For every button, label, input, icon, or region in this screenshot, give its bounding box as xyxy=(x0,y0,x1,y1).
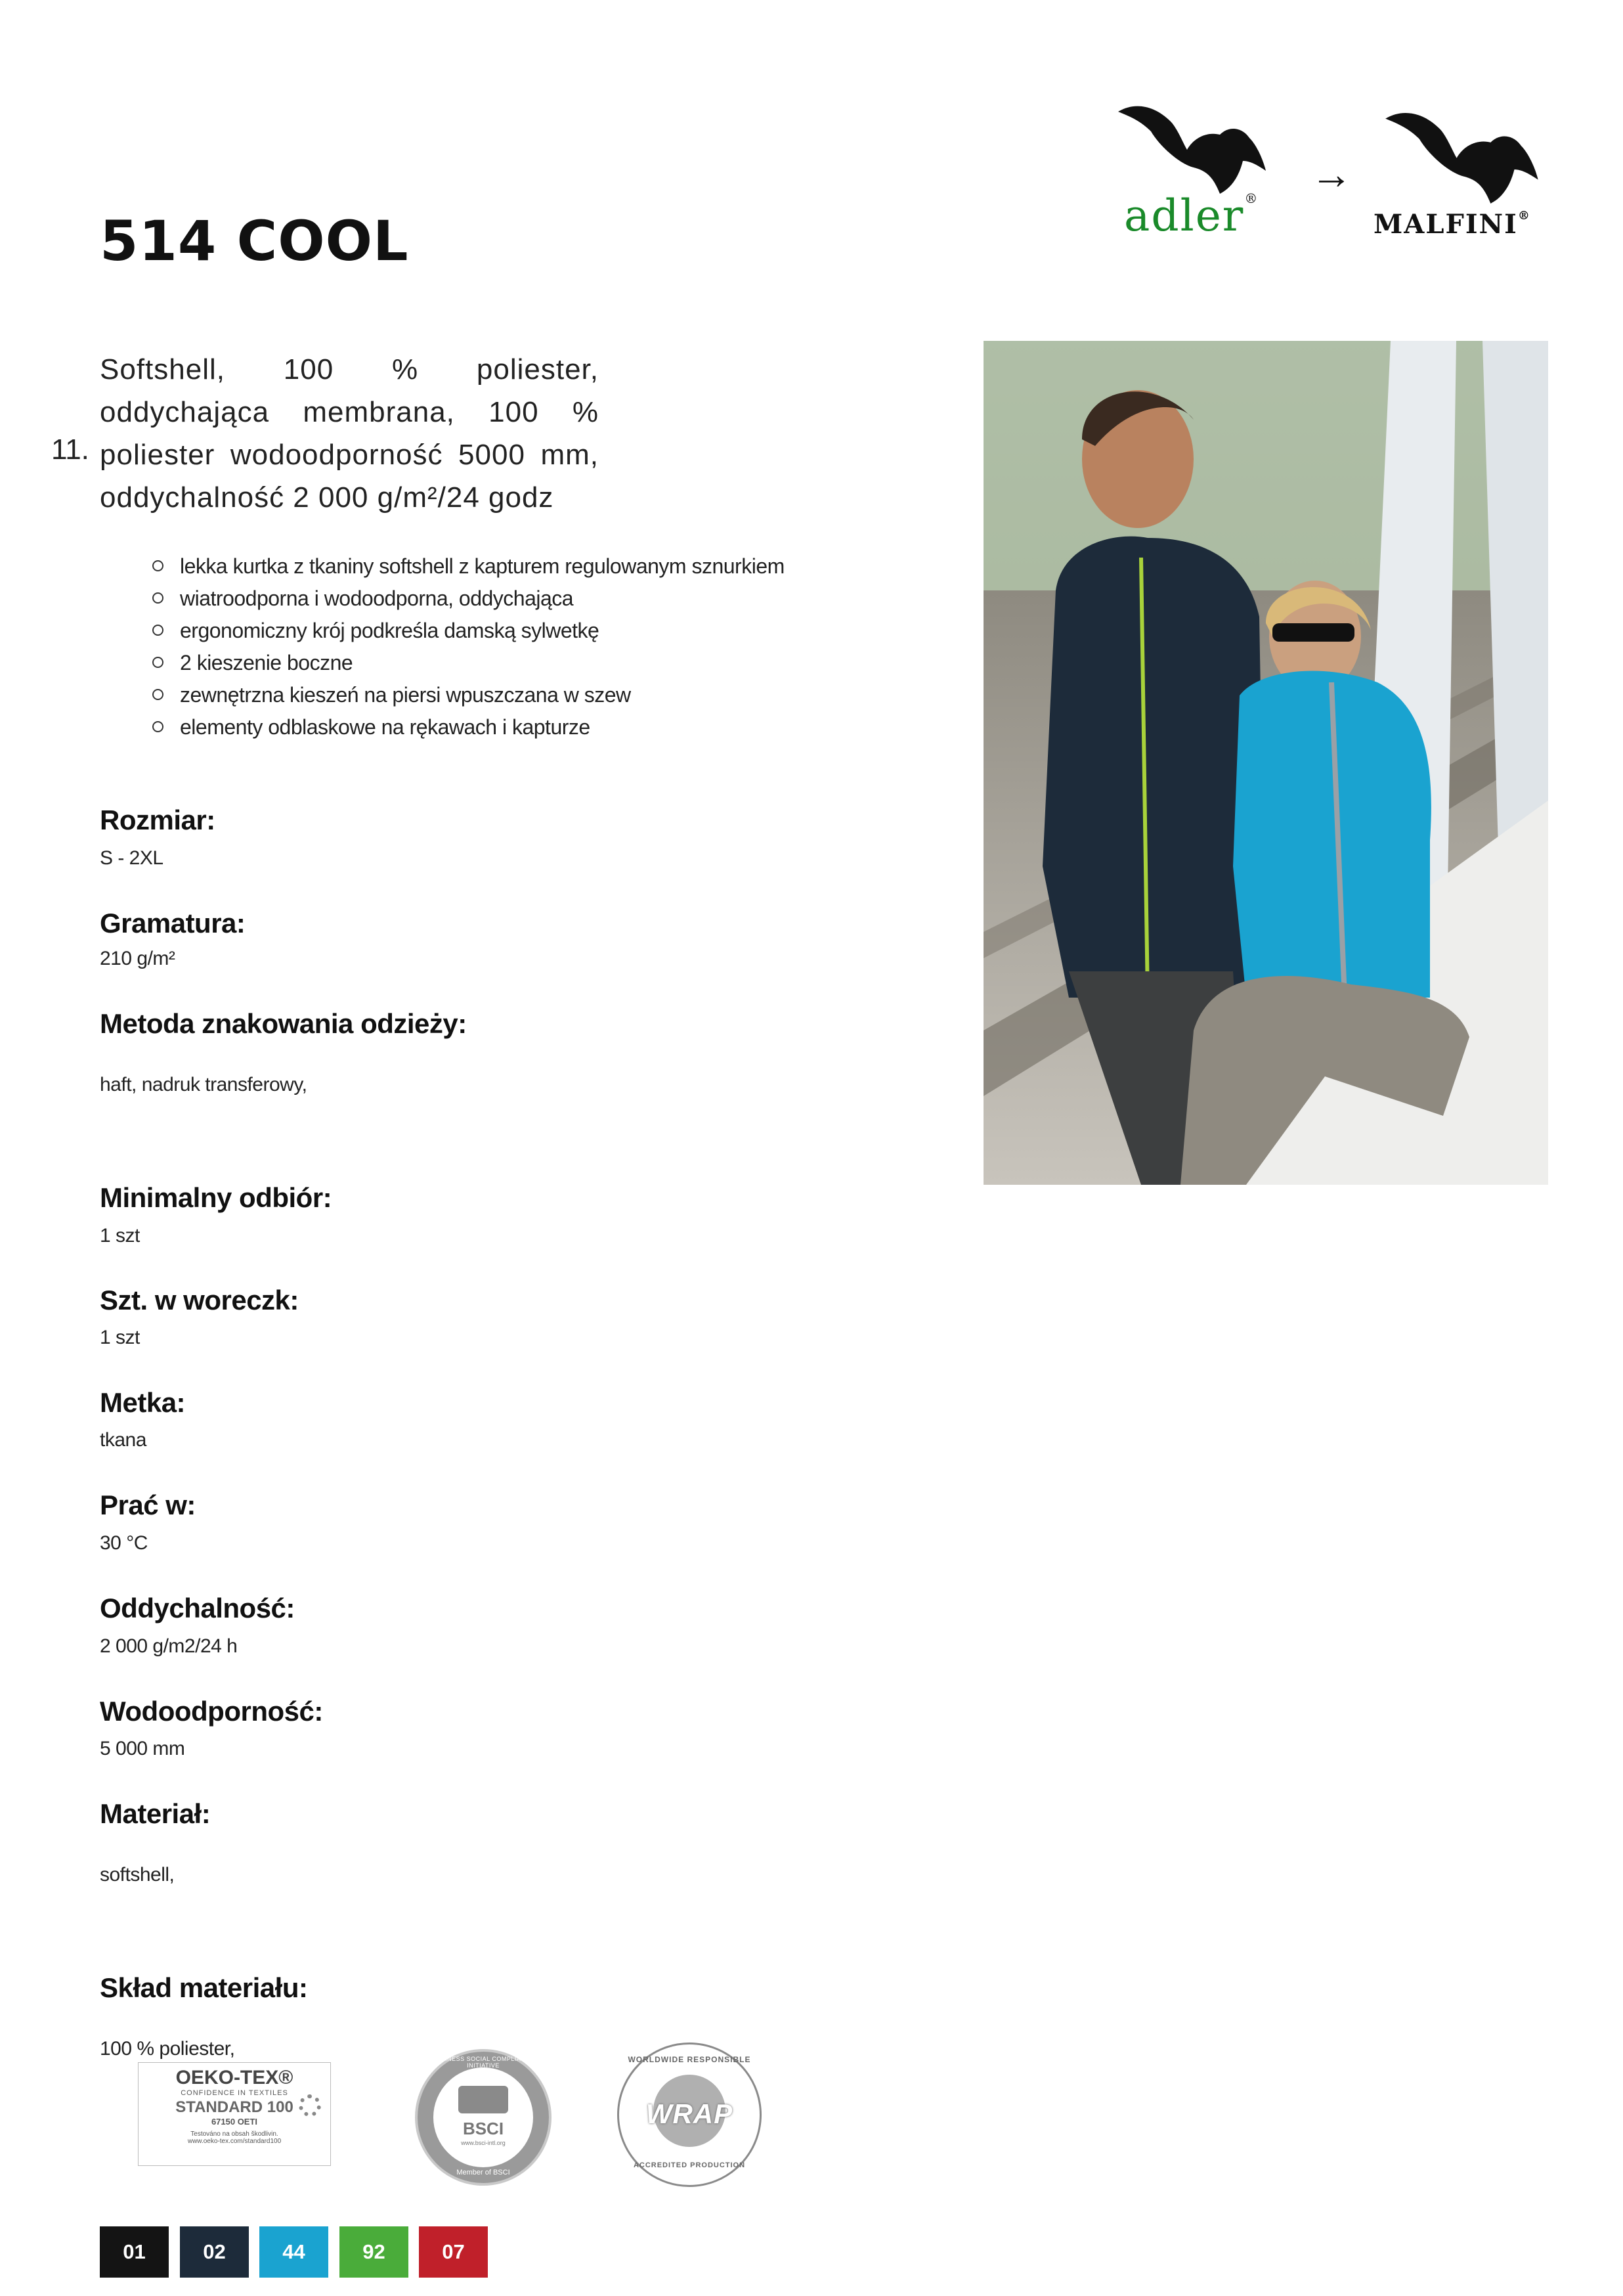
spec-label-label: Metka: xyxy=(100,1387,186,1418)
spec-label-min-order: Minimalny odbiór: xyxy=(100,1182,332,1213)
oekotex-code: 67150 OETI xyxy=(211,2117,258,2127)
adler-logo xyxy=(1110,99,1280,250)
oekotex-sub: CONFIDENCE IN TEXTILES xyxy=(181,2089,288,2097)
intro-description: Softshell, 100 % poliester, oddychająca membrana, 100 % poliester wodoodporność 5000 mm, oddychalność 2 000 g/m²/24 godz xyxy=(100,353,599,514)
color-swatch-44[interactable]: 44 xyxy=(259,2226,328,2278)
adler-wordmark: adler® xyxy=(1124,190,1259,241)
spec-value-breathability: 2 000 g/m2/24 h xyxy=(100,1635,238,1657)
spec-value-material: softshell, xyxy=(100,1864,175,1886)
feature-item: ergonomiczny krój podkreśla damską sylwetkę xyxy=(152,615,785,647)
circle-bullet-icon xyxy=(152,592,163,604)
color-swatch-92[interactable]: 92 xyxy=(339,2226,408,2278)
feature-item: zewnętrzna kieszeń na piersi wpuszczana w szew xyxy=(152,679,785,711)
feature-item: wiatroodporna i wodoodporna, oddychająca xyxy=(152,583,785,615)
wrap-badge xyxy=(617,2042,762,2187)
malfini-logo xyxy=(1372,99,1563,250)
product-photo-couple-jackets xyxy=(984,341,1548,1185)
circle-bullet-icon xyxy=(152,689,163,700)
malfini-wordmark: MALFINI® xyxy=(1374,209,1531,240)
oekotex-standard: STANDARD 100 xyxy=(175,2098,293,2116)
spec-value-wash: 30 °C xyxy=(100,1532,148,1554)
spec-label-wash: Prać w: xyxy=(100,1490,196,1520)
oekotex-line1: Testováno na obsah škodlivin. xyxy=(190,2130,278,2138)
feature-item: elementy odblaskowe na rękawach i kapturze xyxy=(152,711,785,743)
spec-label-weight: Gramatura: xyxy=(100,908,246,938)
wrap-bottom-text: ACCREDITED PRODUCTION xyxy=(633,2161,746,2169)
bsci-member: Member of BSCI xyxy=(456,2169,510,2176)
handshake-icon xyxy=(458,2086,508,2113)
eagle-silhouette-icon xyxy=(1381,105,1546,207)
flower-icon xyxy=(299,2094,321,2117)
wrap-top-text: WORLDWIDE RESPONSIBLE xyxy=(628,2055,751,2064)
feature-item: lekka kurtka z tkaniny softshell z kapturem regulowanym sznurkiem xyxy=(152,550,785,583)
product-photo xyxy=(984,341,1548,1185)
circle-bullet-icon xyxy=(152,560,163,571)
bsci-url: www.bsci-intl.org xyxy=(461,2140,506,2146)
wrap-center: WRAP xyxy=(645,2098,733,2129)
spec-value-weight: 210 g/m² xyxy=(100,948,175,969)
spec-value-size: S - 2XL xyxy=(100,847,163,869)
spec-value-waterproof: 5 000 mm xyxy=(100,1738,185,1759)
color-swatch-07[interactable]: 07 xyxy=(419,2226,488,2278)
bsci-center: BSCI xyxy=(462,2119,504,2138)
spec-label-composition: Skład materiału: xyxy=(100,1972,308,2003)
spec-label-breathability: Oddychalność: xyxy=(100,1593,295,1623)
feature-list xyxy=(152,550,785,743)
product-title: 514 COOL xyxy=(100,209,409,273)
spec-label-marking: Metoda znakowania odzieży: xyxy=(100,1008,467,1039)
bsci-ring-text: BUSINESS SOCIAL COMPLIANCE INITIATIVE xyxy=(432,2056,534,2069)
color-swatch-01[interactable]: 01 xyxy=(100,2226,169,2278)
oekotex-title: OEKO-TEX® xyxy=(175,2067,293,2088)
bsci-badge xyxy=(415,2049,552,2186)
spec-value-composition: 100 % poliester, xyxy=(100,2038,235,2060)
circle-bullet-icon xyxy=(152,625,163,636)
eagle-silhouette-icon xyxy=(1115,99,1272,197)
intro-number: 11. xyxy=(51,433,89,466)
spec-label-bag-qty: Szt. w woreczk: xyxy=(100,1285,299,1315)
circle-bullet-icon xyxy=(152,657,163,668)
color-swatch-02[interactable]: 02 xyxy=(180,2226,249,2278)
oekotex-badge xyxy=(138,2062,331,2166)
circle-bullet-icon xyxy=(152,721,163,732)
arrow-right-icon: → xyxy=(1310,150,1352,198)
spec-value-min-order: 1 szt xyxy=(100,1225,140,1247)
spec-label-material: Materiał: xyxy=(100,1798,211,1829)
spec-label-size: Rozmiar: xyxy=(100,805,215,835)
oekotex-line2: www.oeko-tex.com/standard100 xyxy=(187,2138,282,2145)
spec-value-label: tkana xyxy=(100,1429,146,1451)
spec-value-bag-qty: 1 szt xyxy=(100,1327,140,1348)
spec-value-marking: haft, nadruk transferowy, xyxy=(100,1074,307,1095)
feature-item: 2 kieszenie boczne xyxy=(152,647,785,679)
spec-label-waterproof: Wodoodporność: xyxy=(100,1696,323,1727)
